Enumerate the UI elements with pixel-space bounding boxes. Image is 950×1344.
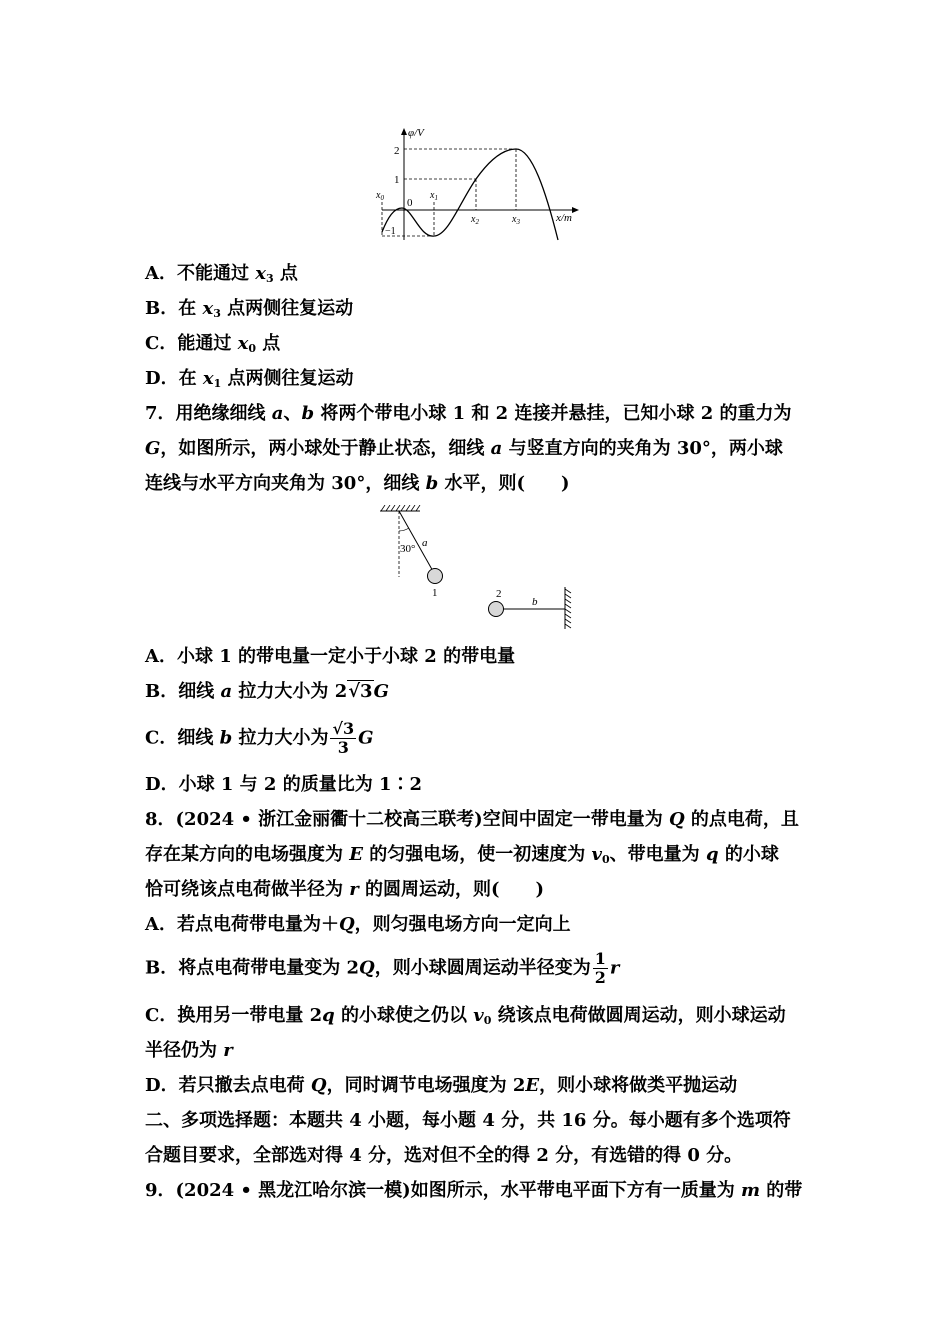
q8-option-b: B．将点电荷带电量变为 2Q，则小球圆周运动半径变为 $\frac{1}{2}$ r [145,949,620,987]
ball-2-label: 2 [496,588,502,600]
fraction-one-half: $\frac{1}{2}$ [594,949,606,987]
string-b-label: b [532,596,538,608]
q7-option-c: C．细线 b 拉力大小为 $\frac{√3}{3}$ G [145,719,374,757]
q8-stem-line3: 恰可绕该点电荷做半径为 r 的圆周运动，则( ) [145,879,545,900]
q6-option-c: C．能通过 $x_0$ 点 [145,333,281,355]
q8-option-c-line2: 半径仍为 r [145,1040,233,1061]
q9-stem-line1: 9．(2024 • 黑龙江哈尔滨一模)如图所示，水平带电平面下方有一质量为 m 的带 [145,1180,803,1201]
hanging-balls-figure [375,505,580,633]
q7-stem-line1: 7．用绝缘细线 a、b 将两个带电小球 1 和 2 连接并悬挂，已知小球 2 的重力为 [145,403,792,424]
origin-label: 0 [407,197,413,209]
q7-stem-line3: 连线与水平方向夹角为 30°，细线 b 水平，则( ) [145,473,570,494]
q6-option-d: D．在 $x_1$ 点两侧往复运动 [145,368,354,390]
tick-minus1: −1 [385,226,396,237]
q8-stem-line1: 8．(2024 • 浙江金丽衢十二校高三联考)空间中固定一带电量为 Q 的点电荷，且 [145,809,799,830]
q7-option-a: A．小球 1 的带电量一定小于小球 2 的带电量 [145,646,516,667]
fraction-sqrt3-over-3: $\frac{√3}{3}$ [332,719,355,757]
q7-stem-line2: G，如图所示，两小球处于静止状态，细线 a 与竖直方向的夹角为 30°，两小球 [145,438,783,459]
x-axis-label: x/m [556,212,572,224]
q6-option-a: A．不能通过 $x_3$ 点 [145,263,298,285]
string-a-label: a [422,537,428,549]
potential-graph-figure [370,122,585,247]
tick-1: 1 [394,174,400,186]
q6-option-b: B．在 $x_3$ 点两侧往复运动 [145,298,354,320]
y-axis-label: φ/V [408,127,424,139]
x1-label: $x_1$ [430,190,438,202]
q8-option-d: D．若只撤去点电荷 Q，同时调节电场强度为 2E，则小球将做类平抛运动 [145,1075,738,1096]
angle-30-label: 30° [400,543,416,555]
tick-2: 2 [394,145,400,157]
q7-option-b: B．细线 a 拉力大小为 2√3G [145,681,389,702]
q8-stem-line2: 存在某方向的电场强度为 E 的匀强电场，使一初速度为 $v_0$、带电量为 q 的小球 [145,844,779,866]
ball-1-label: 1 [432,587,438,599]
q8-option-c-line1: C．换用另一带电量 2q 的小球使之仍以 $v_0$ 绕该点电荷做圆周运动，则小球运动 [145,1005,786,1027]
q8-option-a: A．若点电荷带电量为＋Q，则匀强电场方向一定向上 [145,914,571,935]
section2-heading-line2: 合题目要求，全部选对得 4 分，选对但不全的得 2 分，有选错的得 0 分。 [145,1145,743,1166]
q7-option-d: D．小球 1 与 2 的质量比为 1∶2 [145,774,423,795]
section2-heading-line1: 二、多项选择题：本题共 4 小题，每小题 4 分，共 16 分。每小题有多个选项符 [145,1110,791,1131]
x2-label: $x_2$ [471,214,479,226]
x0-label: $x_0$ [376,190,384,202]
x3-label: $x_3$ [512,214,520,226]
